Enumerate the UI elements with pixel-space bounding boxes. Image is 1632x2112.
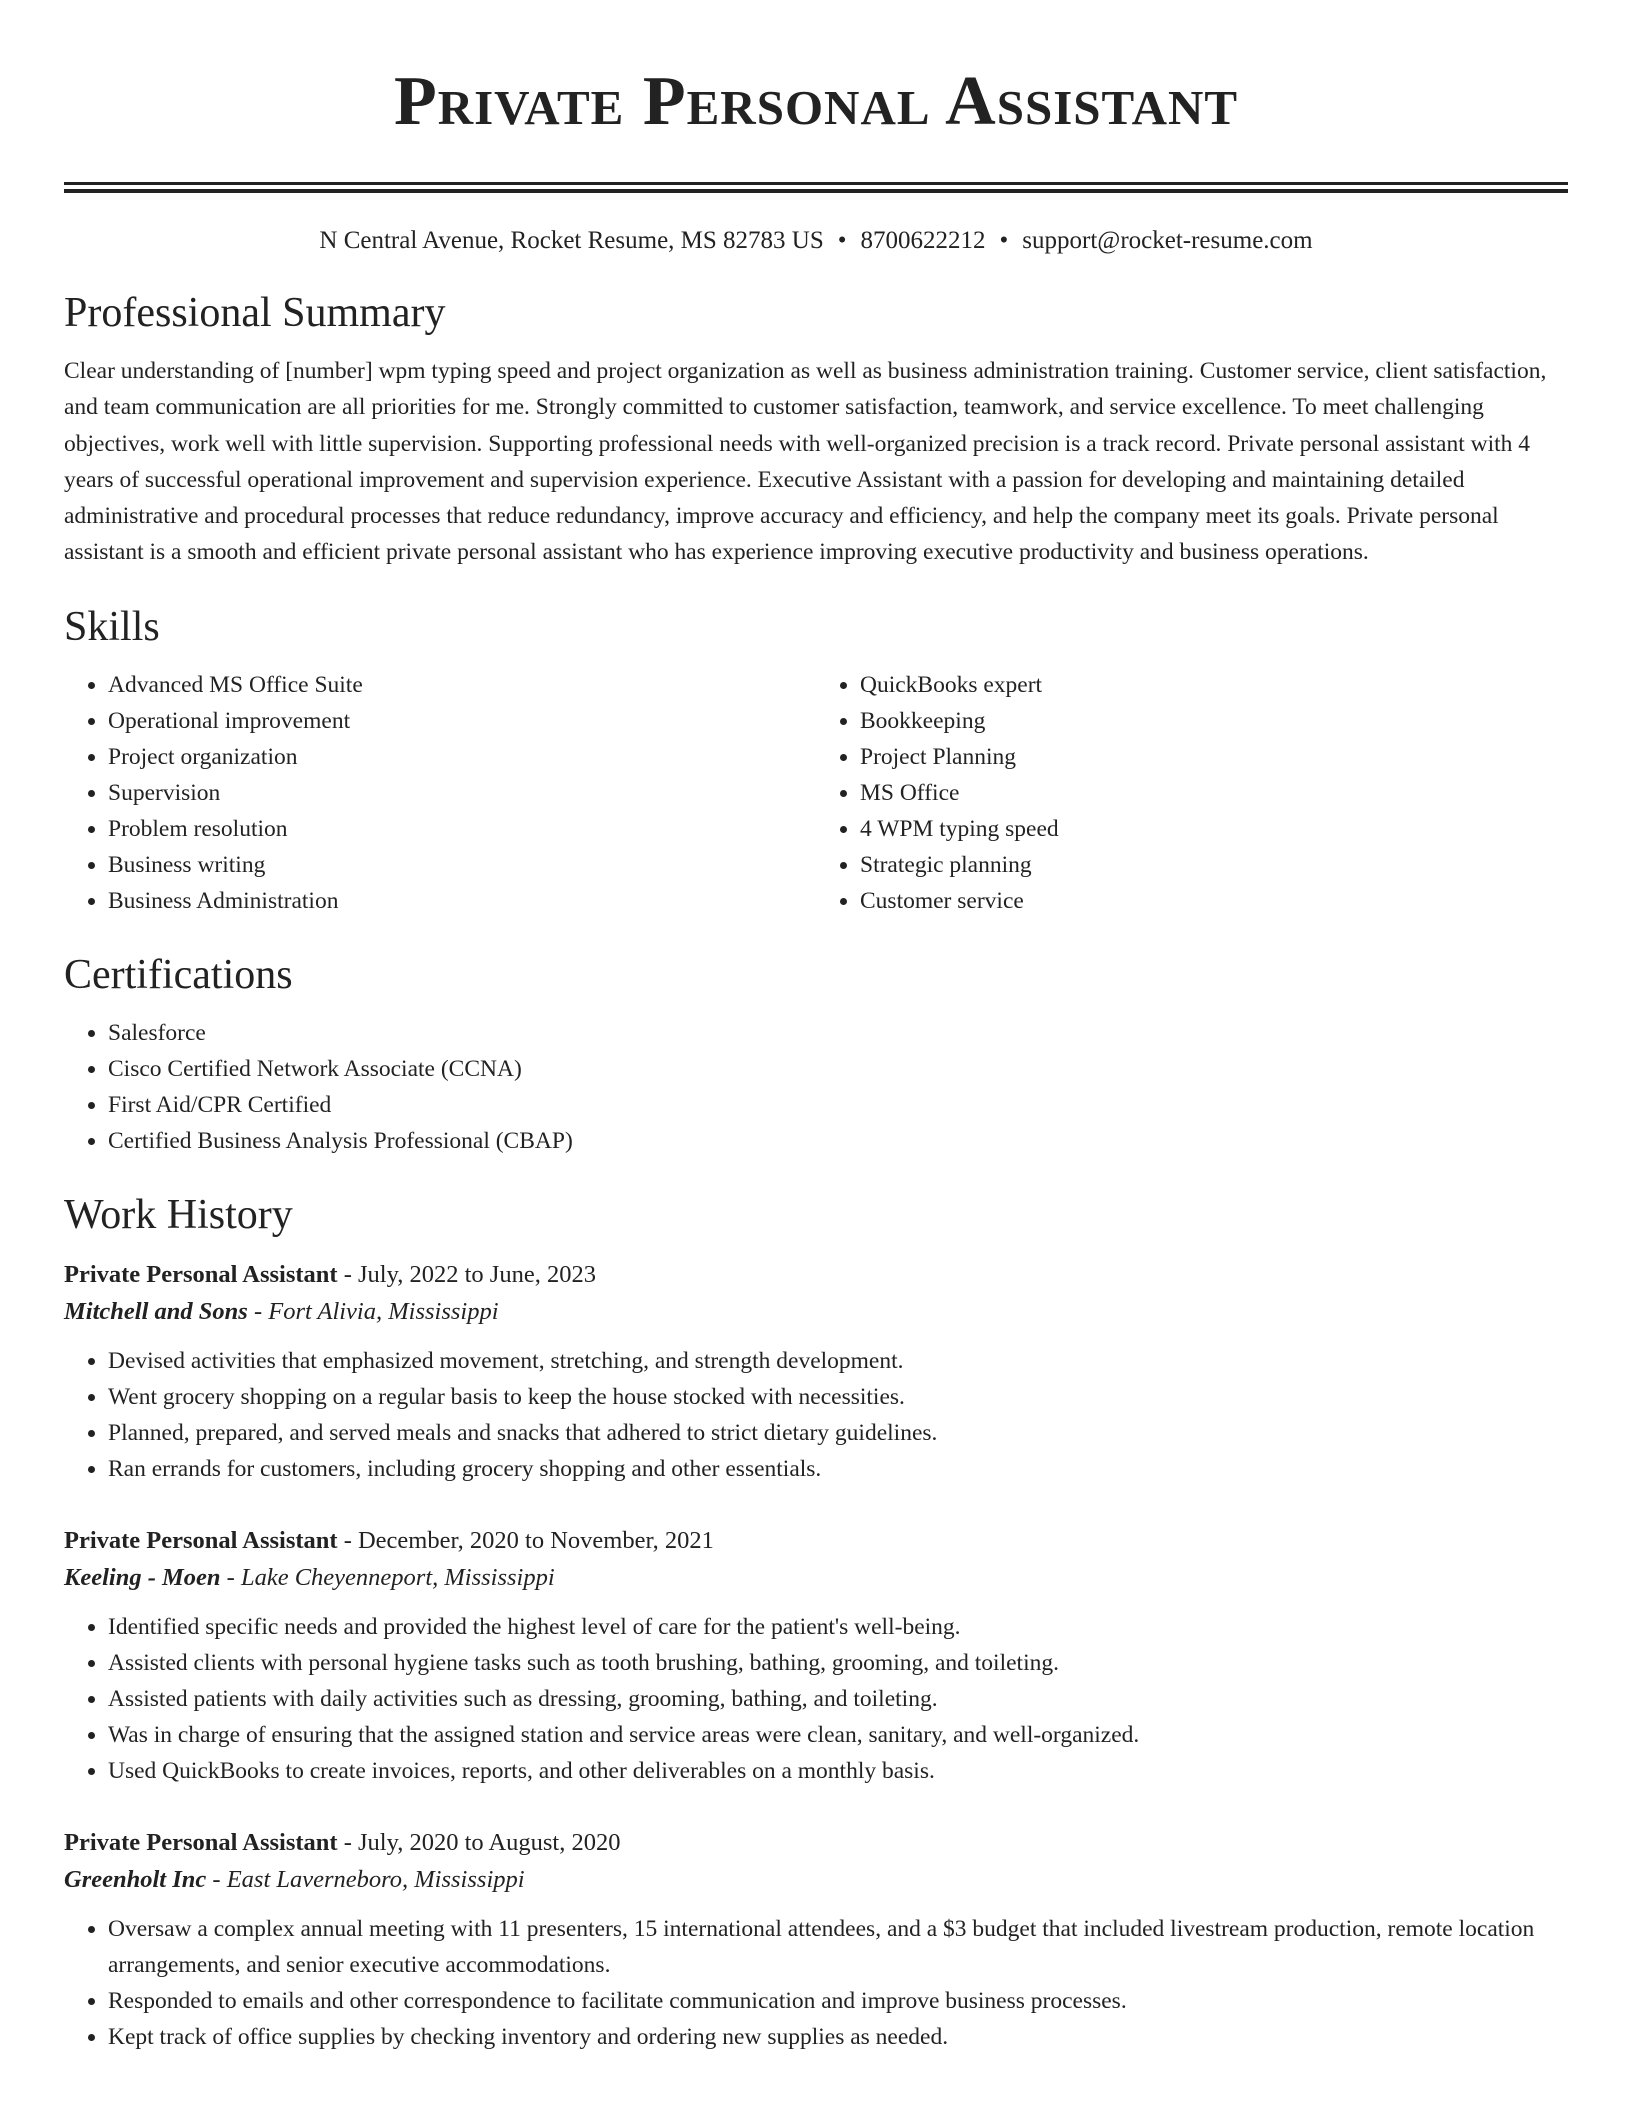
certification-item: • Salesforce xyxy=(108,1015,1568,1051)
job-title-line: Private Personal Assistant - July, 2020 to August, 2020 xyxy=(64,1828,621,1856)
resume-name: Private Personal Assistant xyxy=(393,63,1239,140)
skill-item: • Advanced MS Office Suite xyxy=(108,667,816,703)
contact-phone: 8700622212 xyxy=(860,227,986,254)
job-entry xyxy=(64,1523,1568,1789)
header-divider xyxy=(64,182,1568,193)
company-line: Greenholt Inc - East Laverneboro, Mississippi xyxy=(64,1865,525,1893)
company-name: Greenholt Inc xyxy=(64,1865,207,1893)
certification-item: • Cisco Certified Network Associate (CCNA) xyxy=(108,1051,1568,1087)
job-duty: • Assisted patients with daily activities such as dressing, grooming, bathing, and toileting. xyxy=(108,1681,1568,1717)
job-title-line: Private Personal Assistant - December, 2020 to November, 2021 xyxy=(64,1526,714,1554)
company-location: Fort Alivia, Mississippi xyxy=(268,1297,499,1325)
job-title: Private Personal Assistant xyxy=(64,1260,338,1288)
job-duty: • Kept track of office supplies by checking inventory and ordering new supplies as needed. xyxy=(108,2019,1568,2055)
skills-columns xyxy=(64,667,1568,919)
summary-text: Clear understanding of [number] wpm typing speed and project organization as well as business administration training. Customer service, client satisfaction, and team communication are all priorities for me. Strongly committed to customer satisfaction, teamwork, and service excellence. To meet challenging objectives, work well with little supervision. Supporting professional needs with well-organized precision is a track record. Private personal assistant with 4 years of successful operational improvement and supervision experience. Executive Assistant with a passion for developing and maintaining detailed administrative and procedural processes that reduce redundancy, improve accuracy and efficiency, and help the company meet its goals. Private personal assistant is a smooth and efficient private personal assistant who has experience improving executive productivity and business operations. xyxy=(64,358,1547,566)
job-duty: • Ran errands for customers, including grocery shopping and other essentials. xyxy=(108,1451,1568,1487)
job-duty: • Went grocery shopping on a regular basis to keep the house stocked with necessities. xyxy=(108,1379,1568,1415)
contact-email: support@rocket-resume.com xyxy=(1022,227,1313,254)
skill-item: • 4 WPM typing speed xyxy=(860,811,1568,847)
job-duties-list xyxy=(64,1609,1568,1789)
job-duty: • Used QuickBooks to create invoices, reports, and other deliverables on a monthly basis. xyxy=(108,1753,1568,1789)
job-duties-list xyxy=(64,1911,1568,2055)
skill-item: • Business Administration xyxy=(108,883,816,919)
job-entry xyxy=(64,1257,1568,1487)
job-duty: • Oversaw a complex annual meeting with 11 presenters, 15 international attendees, and a $3 budget that included livestream production, remote location arrangements, and senior executive accommodations. xyxy=(108,1911,1568,1983)
job-dates: July, 2022 to June, 2023 xyxy=(357,1260,596,1288)
company-location: East Laverneboro, Mississippi xyxy=(226,1865,525,1893)
job-duty: • Identified specific needs and provided the highest level of care for the patient's well-being. xyxy=(108,1609,1568,1645)
certification-item: • Certified Business Analysis Professional (CBAP) xyxy=(108,1123,1568,1159)
summary-heading: Professional Summary xyxy=(64,290,446,336)
certification-item: • First Aid/CPR Certified xyxy=(108,1087,1568,1123)
certifications-list xyxy=(64,1015,1568,1159)
skill-item: • Project Planning xyxy=(860,739,1568,775)
work-history-heading: Work History xyxy=(64,1191,293,1238)
skills-heading: Skills xyxy=(64,603,160,650)
company-line: Mitchell and Sons - Fort Alivia, Mississippi xyxy=(64,1297,499,1325)
job-entry xyxy=(64,1825,1568,2055)
skill-item: • Operational improvement xyxy=(108,703,816,739)
job-duty: • Was in charge of ensuring that the assigned station and service areas were clean, sanitary, and well-organized. xyxy=(108,1717,1568,1753)
contact-separator: • xyxy=(837,227,847,254)
company-location: Lake Cheyenneport, Mississippi xyxy=(240,1563,555,1591)
skills-list-right xyxy=(816,667,1568,919)
skill-item: • Supervision xyxy=(108,775,816,811)
skill-item: • Problem resolution xyxy=(108,811,816,847)
job-duty: • Assisted clients with personal hygiene tasks such as tooth brushing, bathing, grooming, and toileting. xyxy=(108,1645,1568,1681)
skill-item: • MS Office xyxy=(860,775,1568,811)
skill-item: • Project organization xyxy=(108,739,816,775)
skill-item: • Bookkeeping xyxy=(860,703,1568,739)
job-dates: July, 2020 to August, 2020 xyxy=(357,1828,621,1856)
job-title: Private Personal Assistant xyxy=(64,1526,338,1554)
certifications-heading: Certifications xyxy=(64,951,293,998)
skill-item: • QuickBooks expert xyxy=(860,667,1568,703)
job-title-line: Private Personal Assistant - July, 2022 to June, 2023 xyxy=(64,1260,596,1288)
skill-item: • Business writing xyxy=(108,847,816,883)
job-title: Private Personal Assistant xyxy=(64,1828,338,1856)
job-duty: • Responded to emails and other correspondence to facilitate communication and improve business processes. xyxy=(108,1983,1568,2019)
summary-section xyxy=(64,285,1568,571)
job-duty: • Planned, prepared, and served meals and snacks that adhered to strict dietary guidelines. xyxy=(108,1415,1568,1451)
company-name: Keeling - Moen xyxy=(64,1563,221,1591)
certifications-section xyxy=(64,947,1568,1159)
job-duties-list xyxy=(64,1343,1568,1487)
skill-item: • Customer service xyxy=(860,883,1568,919)
contact-line xyxy=(64,223,1568,259)
skills-list-left xyxy=(64,667,816,919)
skill-item: • Strategic planning xyxy=(860,847,1568,883)
contact-address: N Central Avenue, Rocket Resume, MS 82783 US xyxy=(319,227,824,254)
work-history-section xyxy=(64,1187,1568,2055)
job-duty: • Devised activities that emphasized movement, stretching, and strength development. xyxy=(108,1343,1568,1379)
skills-section xyxy=(64,599,1568,919)
company-name: Mitchell and Sons xyxy=(64,1297,248,1325)
company-line: Keeling - Moen - Lake Cheyenneport, Mississippi xyxy=(64,1563,555,1591)
job-dates: December, 2020 to November, 2021 xyxy=(357,1526,714,1554)
contact-separator: • xyxy=(999,227,1009,254)
